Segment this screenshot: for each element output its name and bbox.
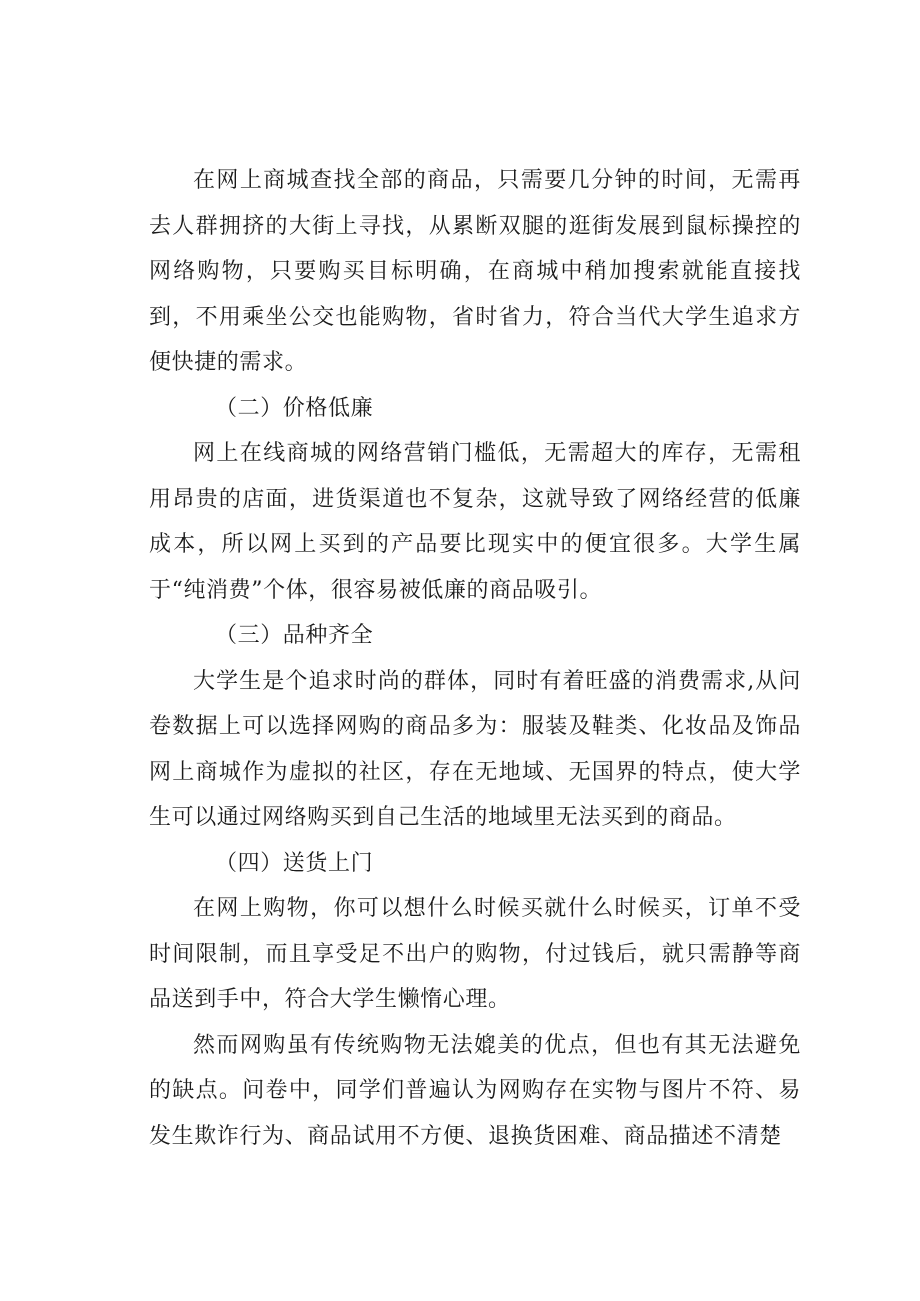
document-body xyxy=(149,158,801,1159)
paragraph-low-price: 网上在线商城的网络营销门槛低，无需超大的库存，无需租用昂贵的店面，进货渠道也不复杂，这就导致了网络经营的低廉成本，所以网上买到的产品要比现实中的便宜很多。大学生属于“纯消费”个体，很容易被低廉的商品吸引。 xyxy=(149,441,801,603)
heading-delivery: （四）送货上门 xyxy=(215,850,374,876)
heading-variety: （三）品种齐全 xyxy=(215,623,374,648)
paragraph-delivery: 在网上购物，你可以想什么时候买就什么时候买，订单不受时间限制，而且享受足不出户的购物，付过钱后，就只需静等商品送到手中，符合大学生懒惰心理。 xyxy=(149,896,801,1012)
paragraph-drawbacks: 然而网购虽有传统购物无法媲美的优点，但也有其无法避免的缺点。问卷中，同学们普遍认为网购存在实物与图片不符、易发生欺诈行为、商品试用不方便、退换货困难、商品描述不清楚 xyxy=(149,1032,801,1149)
heading-low-price: （二）价格低廉 xyxy=(215,395,374,421)
paragraph-convenience: 在网上商城查找全部的商品，只需要几分钟的时间，无需再去人群拥挤的大街上寻找，从累断双腿的逛街发展到鼠标操控的网络购物，只要购买目标明确，在商城中稍加搜索就能直接找到，不用乘坐公交也能购物，省时省力，符合当代大学生追求方便快捷的需求。 xyxy=(149,168,801,375)
paragraph-variety: 大学生是个追求时尚的群体，同时有着旺盛的消费需求,从问卷数据上可以选择网购的商品多为：服装及鞋类、化妆品及饰品网上商城作为虚拟的社区，存在无地域、无国界的特点，使大学生可以通过网络购买到自己生活的地域里无法买到的商品。 xyxy=(149,668,801,830)
